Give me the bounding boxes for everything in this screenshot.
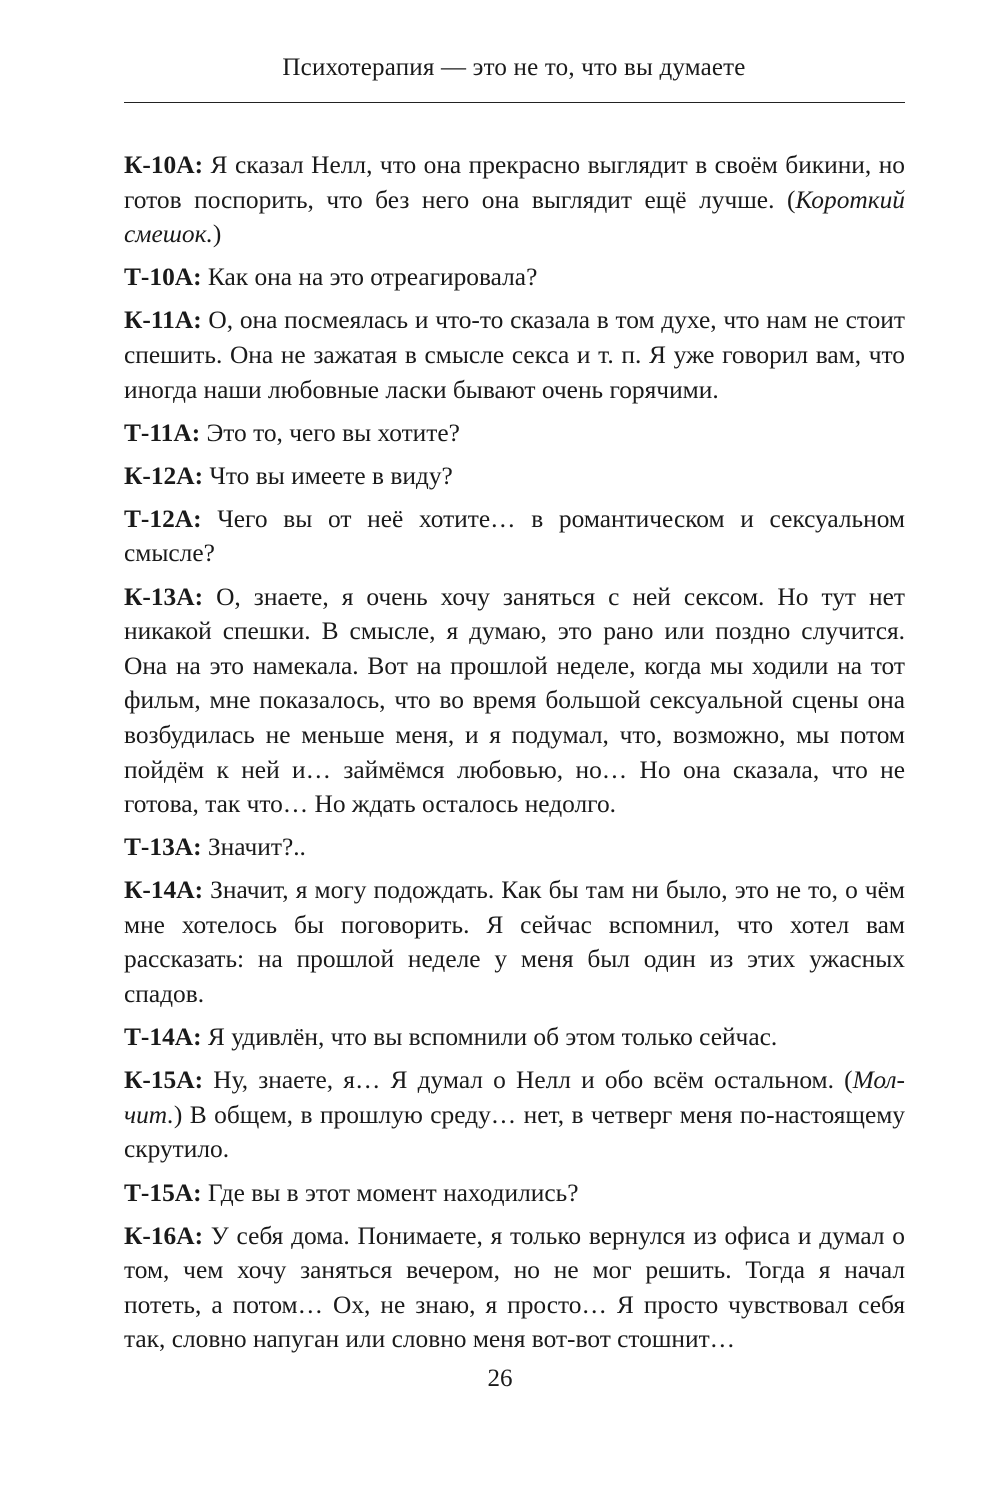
speaker-label: Т-12А:: [124, 504, 202, 533]
dialogue-line: [124, 1063, 905, 1167]
speaker-label: К-14А:: [124, 876, 204, 905]
dialogue-line: [124, 416, 905, 451]
page-number: 26: [487, 1365, 513, 1392]
line-text: Я сказал Нелл, что она прекрасно выглядит в своём бикини, но готов поспорить, что без него она выглядит ещё лучше. (: [124, 151, 905, 214]
running-head: Психотерапия — это не то, что вы думаете: [282, 54, 746, 81]
speaker-label: К-13А:: [124, 582, 204, 611]
dialogue-line: [124, 1176, 905, 1211]
stage-direction: Молчит.: [124, 1066, 905, 1129]
speaker-label: К-15А:: [124, 1066, 204, 1095]
header-rule: [124, 102, 905, 103]
dialogue-line: [124, 1219, 905, 1357]
speaker-label: К-11А:: [124, 306, 202, 335]
line-text: Значит?..: [201, 833, 306, 862]
speaker-label: К-12А:: [124, 461, 204, 490]
line-text: О, она посмеялась и что-то сказала в том духе, что нам не стоит спешить. Она не зажатая в смысле секса и т. п. Я уже говорил вам, что иногда наши любовные ласки бывают очень горячими.: [124, 306, 905, 404]
speaker-label: Т-11А:: [124, 418, 201, 447]
line-text: Ну, знаете, я… Я думал о Нелл и обо всём остальном. (: [203, 1066, 853, 1095]
dialogue-line: [124, 148, 905, 252]
dialogue-line: [124, 1020, 905, 1055]
dialogue-line: [124, 502, 905, 571]
dialogue-line: [124, 830, 905, 865]
speaker-label: К-16А:: [124, 1221, 204, 1250]
line-text: У себя дома. Понимаете, я только вернулся из офиса и думал о том, чем хочу заняться вечером, но не мог решить. Тогда я начал потеть, а потом… Ох, не знаю, я просто… Я просто чувствовал себя так, словно напуган или словно меня вот-вот стошнит…: [124, 1221, 905, 1354]
line-text: Как она на это отреагировала?: [201, 263, 538, 292]
dialogue-body: [124, 148, 905, 1366]
speaker-label: Т-15А:: [124, 1178, 202, 1207]
line-text: Чего вы от неё хотите… в романтическом и сексуальном смысле?: [124, 504, 905, 568]
line-text: Где вы в этот момент находились?: [201, 1178, 579, 1207]
line-text: Значит, я могу подождать. Как бы там ни было, это не то, о чём мне хотелось бы поговорить. Я сейчас вспомнил, что хотел вам рассказать: на прошлой неделе у меня был один из этих ужасных спадов.: [124, 876, 905, 1009]
line-text: Я удивлён, что вы вспомнили об этом только сейчас.: [201, 1023, 778, 1052]
dialogue-line: [124, 873, 905, 1011]
line-text: О, знаете, я очень хочу заняться с ней сексом. Но тут нет никакой спешки. В смысле, я думаю, это рано или поздно случится. Она на это намекала. Вот на прошлой неделе, когда мы ходили на тот фильм, мне показалось, что во время большой сексуальной сцены она возбудилась не меньше меня, и я подумал, что, возможно, мы потом пойдём к ней и… займёмся любовью, но… Но она сказала, что не готова, так что… Но ждать осталось недолго.: [124, 582, 905, 819]
dialogue-line: [124, 580, 905, 822]
dialogue-line: [124, 260, 905, 295]
line-text-after: ): [212, 220, 222, 249]
speaker-label: Т-10А:: [124, 263, 202, 292]
line-text-after: ) В общем, в прошлую среду… нет, в четверг меня по-настоящему скрутило.: [124, 1100, 905, 1164]
line-text: Это то, чего вы хотите?: [200, 418, 460, 447]
stage-direction: Короткий смешок.: [124, 185, 905, 249]
speaker-label: Т-13А:: [124, 833, 202, 862]
dialogue-line: [124, 459, 905, 494]
speaker-label: Т-14А:: [124, 1023, 202, 1052]
line-text: Что вы имеете в виду?: [203, 461, 453, 490]
dialogue-line: [124, 303, 905, 407]
speaker-label: К-10А:: [124, 151, 204, 179]
